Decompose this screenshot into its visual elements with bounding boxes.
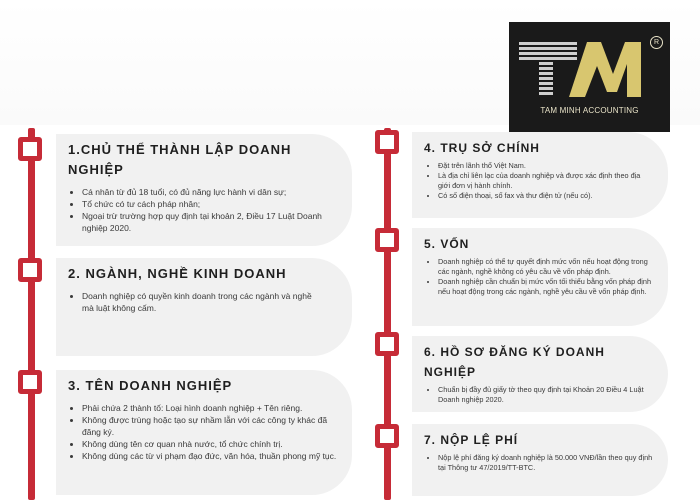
timeline-marker-1 — [18, 137, 42, 161]
list-item: • Doanh nghiệp cần chuẩn bị mức vốn tối thiểu bằng vốn pháp định nếu hoạt động trong các ngành, nghề yêu cầu về vốn pháp định. — [438, 277, 654, 297]
list-item: • Tổ chức có tư cách pháp nhân; — [82, 198, 342, 210]
section-card-7 — [412, 424, 668, 496]
list-item: • Không được trùng hoặc tạo sự nhầm lẫn với các công ty khác đã đăng ký. — [82, 414, 342, 438]
list-item: • Cá nhân từ đủ 18 tuổi, có đủ năng lực hành vi dân sự; — [82, 186, 342, 198]
timeline-marker-5 — [375, 228, 399, 252]
section-card-5 — [412, 228, 668, 326]
section-title: 3. TÊN DOANH NGHIỆP — [68, 378, 233, 393]
list-item: • Ngoại trừ trường hợp quy định tại khoản 2, Điều 17 Luật Doanh nghiệp 2020. — [82, 210, 342, 234]
company-logo — [509, 22, 670, 132]
section-card-3 — [56, 370, 352, 495]
section-card-2 — [56, 258, 352, 356]
section-title: 2. NGÀNH, NGHỀ KINH DOANH — [68, 266, 287, 281]
timeline-marker-3 — [18, 370, 42, 394]
section-list — [68, 402, 342, 462]
list-item: • Nộp lệ phí đăng ký doanh nghiệp là 50.000 VNĐ/lần theo quy định tại Thông tư 47/2019/TT-BTC. — [438, 453, 654, 473]
list-item: • Có số điện thoại, số fax và thư điện tử (nếu có). — [438, 191, 654, 201]
section-title: 7. NỘP LỆ PHÍ — [424, 433, 519, 447]
section-list — [68, 290, 342, 314]
section-title: 1.CHỦ THỂ THÀNH LẬP DOANH NGHIỆP — [68, 142, 292, 177]
section-title: 5. VỐN — [424, 237, 470, 251]
section-title: 6. HỒ SƠ ĐĂNG KÝ DOANH NGHIỆP — [424, 345, 605, 379]
timeline-rail-left — [28, 128, 35, 500]
timeline-marker-6 — [375, 332, 399, 356]
section-card-4 — [412, 132, 668, 218]
timeline-marker-7 — [375, 424, 399, 448]
list-item: • Không dùng tên cơ quan nhà nước, tổ chức chính trị. — [82, 438, 342, 450]
section-list — [424, 453, 654, 473]
list-item: • Phải chứa 2 thành tố: Loại hình doanh nghiệp + Tên riêng. — [82, 402, 342, 414]
timeline-marker-2 — [18, 258, 42, 282]
section-list — [68, 186, 342, 234]
section-list — [424, 385, 654, 405]
section-list — [424, 257, 654, 297]
list-item: • Chuẩn bị đầy đủ giấy tờ theo quy định tại Khoản 20 Điều 4 Luật Doanh nghiệp 2020. — [438, 385, 654, 405]
section-title: 4. TRỤ SỞ CHÍNH — [424, 141, 540, 155]
list-item: • Doanh nghiệp có thể tự quyết định mức vốn nếu hoạt động trong các ngành, nghề không có yêu cầu về vốn pháp định. — [438, 257, 654, 277]
timeline-marker-4 — [375, 130, 399, 154]
list-item: • Là địa chỉ liên lạc của doanh nghiệp và được xác định theo địa giới đơn vị hành chính. — [438, 171, 654, 191]
list-item: • Doanh nghiệp có quyền kinh doanh trong các ngành và nghề mà luật không cấm. — [82, 290, 342, 314]
section-card-6 — [412, 336, 668, 412]
list-item: • Không dùng các từ vi phạm đạo đức, văn hóa, thuần phong mỹ tục. — [82, 450, 342, 462]
tm-logo-mark — [509, 22, 670, 132]
logo-brand-text: TAM MINH ACCOUNTING — [540, 106, 639, 115]
registered-mark: R — [650, 36, 663, 49]
section-card-1 — [56, 134, 352, 246]
list-item: • Đặt trên lãnh thổ Việt Nam. — [438, 161, 654, 171]
section-list — [424, 161, 654, 201]
